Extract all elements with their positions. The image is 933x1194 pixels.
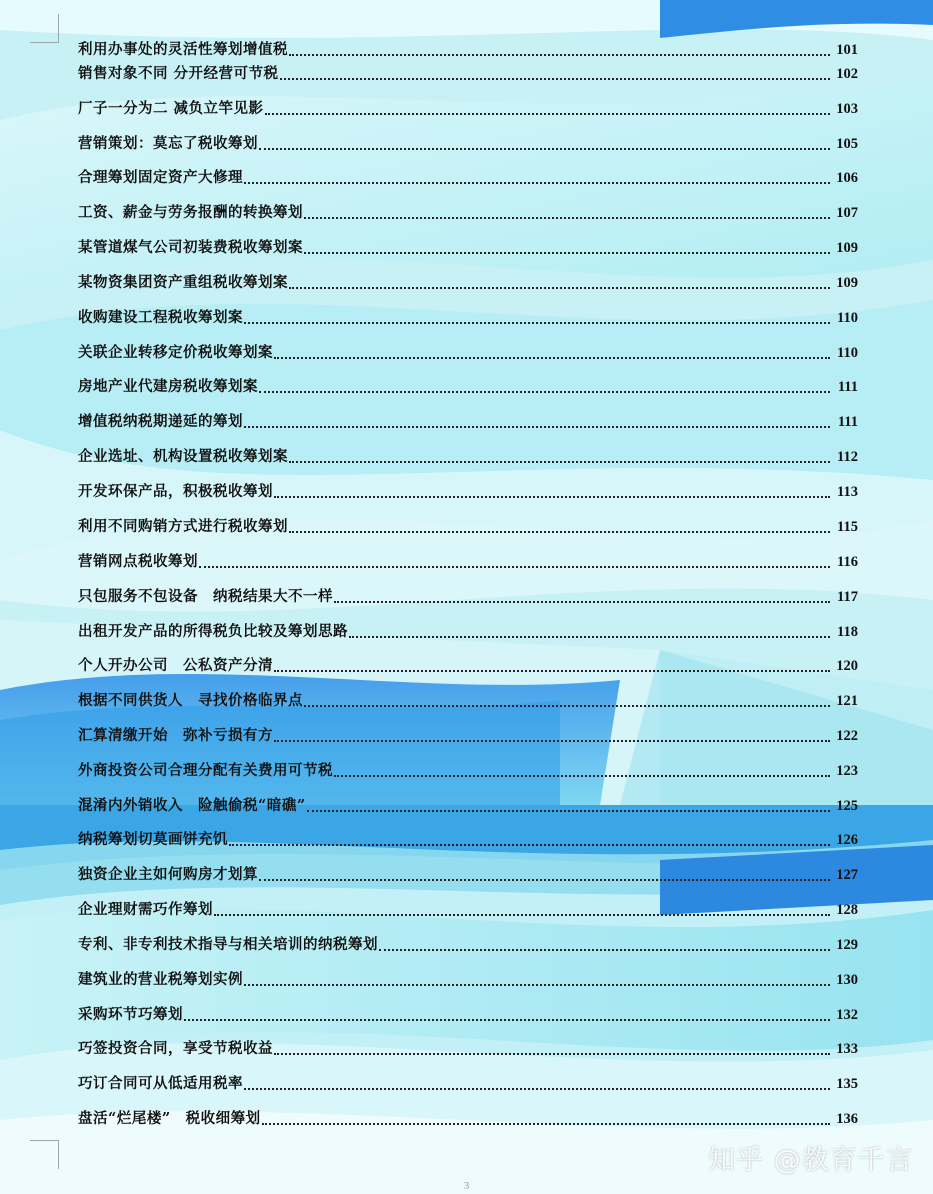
toc-dot-leader (349, 636, 830, 638)
toc-dot-leader (184, 1019, 830, 1021)
toc-entry-page-number: 105 (836, 136, 858, 152)
toc-entry[interactable] (78, 552, 858, 572)
toc-entry[interactable] (78, 761, 858, 781)
toc-entry-page-number: 118 (837, 624, 858, 640)
toc-dot-leader (244, 1088, 830, 1090)
toc-dot-leader (214, 914, 830, 916)
toc-dot-leader (244, 182, 830, 184)
toc-entry-title: 收购建设工程税收筹划案 (78, 309, 243, 326)
toc-entry-title: 工资、薪金与劳务报酬的转换筹划 (78, 204, 303, 221)
toc-entry[interactable] (78, 64, 858, 84)
toc-entry-title: 巧签投资合同，享受节税收益 (78, 1040, 273, 1057)
toc-dot-leader (274, 496, 830, 498)
toc-entry-page-number: 123 (836, 763, 858, 779)
page-corner-mark-top-left (30, 14, 59, 43)
toc-entry-title: 关联企业转移定价税收筹划案 (78, 344, 273, 361)
toc-entry-page-number: 109 (836, 275, 858, 291)
toc-entry-page-number: 110 (837, 310, 858, 326)
toc-entry[interactable] (78, 830, 858, 850)
toc-entry[interactable] (78, 865, 858, 885)
toc-dot-leader (307, 810, 830, 812)
toc-entry-page-number: 120 (836, 658, 858, 674)
toc-entry-title: 建筑业的营业税筹划实例 (78, 971, 243, 988)
toc-entry-title: 巧订合同可从低适用税率 (78, 1075, 243, 1092)
toc-dot-leader (244, 984, 830, 986)
toc-dot-leader (304, 705, 830, 707)
toc-entry-title: 盘活“烂尾楼” 税收细筹划 (78, 1110, 261, 1127)
toc-entry-page-number: 126 (836, 832, 858, 848)
toc-entry[interactable] (78, 238, 858, 258)
toc-entry-page-number: 136 (836, 1111, 858, 1127)
toc-entry-title: 利用不同购销方式进行税收筹划 (78, 518, 288, 535)
toc-entry-page-number: 117 (837, 589, 858, 605)
toc-entry-title: 合理筹划固定资产大修理 (78, 169, 243, 186)
toc-entry-title: 企业选址、机构设置税收筹划案 (78, 448, 288, 465)
toc-entry[interactable] (78, 482, 858, 502)
toc-entry-page-number: 130 (836, 972, 858, 988)
toc-entry-title: 销售对象不同 分开经营可节税 (78, 65, 279, 82)
toc-entry-title: 只包服务不包设备 纳税结果大不一样 (78, 588, 333, 605)
toc-entry-page-number: 101 (836, 42, 858, 58)
toc-dot-leader (304, 217, 830, 219)
toc-entry[interactable] (78, 656, 858, 676)
toc-dot-leader (379, 949, 830, 951)
toc-entry-page-number: 127 (836, 867, 858, 883)
toc-entry-title: 企业理财需巧作筹划 (78, 901, 213, 918)
toc-dot-leader (265, 113, 830, 115)
toc-entry-title: 营销网点税收筹划 (78, 553, 198, 570)
toc-entry-title: 增值税纳税期递延的筹划 (78, 413, 243, 430)
toc-entry-title: 采购环节巧筹划 (78, 1006, 183, 1023)
toc-entry-title: 外商投资公司合理分配有关费用可节税 (78, 762, 333, 779)
toc-entry-page-number: 132 (836, 1007, 858, 1023)
toc-entry[interactable] (78, 587, 858, 607)
toc-dot-leader (274, 1053, 830, 1055)
toc-entry-page-number: 109 (836, 240, 858, 256)
toc-dot-leader (199, 566, 830, 568)
toc-entry-title: 某管道煤气公司初装费税收筹划案 (78, 239, 303, 256)
toc-entry-title: 营销策划：莫忘了税收筹划 (78, 135, 258, 152)
toc-entry-title: 根据不同供货人 寻找价格临界点 (78, 692, 303, 709)
toc-dot-leader (334, 601, 830, 603)
toc-entry-title: 某物资集团资产重组税收筹划案 (78, 274, 288, 291)
toc-dot-leader (259, 148, 830, 150)
toc-entry[interactable] (78, 1005, 858, 1025)
toc-entry[interactable] (78, 134, 858, 154)
toc-dot-leader (280, 78, 830, 80)
toc-dot-leader (229, 844, 830, 846)
toc-entry-page-number: 103 (836, 101, 858, 117)
toc-entry-page-number: 133 (836, 1041, 858, 1057)
toc-dot-leader (274, 357, 830, 359)
toc-dot-leader (259, 391, 830, 393)
toc-dot-leader (244, 322, 830, 324)
toc-entry-page-number: 121 (836, 693, 858, 709)
toc-entry-page-number: 115 (837, 519, 858, 535)
toc-entry-page-number: 125 (836, 798, 858, 814)
toc-entry[interactable] (78, 622, 858, 642)
toc-entry[interactable] (78, 1074, 858, 1094)
toc-dot-leader (274, 670, 830, 672)
toc-entry[interactable] (78, 1039, 858, 1059)
toc-entry[interactable] (78, 40, 858, 60)
toc-entry[interactable] (78, 935, 858, 955)
toc-entry-page-number: 113 (837, 484, 858, 500)
toc-entry-title: 纳税筹划切莫画饼充饥 (78, 831, 228, 848)
toc-entry-page-number: 111 (837, 414, 858, 430)
toc-entry[interactable] (78, 343, 858, 363)
toc-dot-leader (334, 775, 830, 777)
toc-entry-title: 厂子一分为二 减负立竿见影 (78, 100, 264, 117)
toc-entry[interactable] (78, 273, 858, 293)
toc-entry[interactable] (78, 99, 858, 119)
toc-entry-page-number: 107 (836, 205, 858, 221)
toc-dot-leader (289, 531, 830, 533)
toc-entry[interactable] (78, 412, 858, 432)
toc-dot-leader (304, 252, 830, 254)
toc-entry-title: 专利、非专利技术指导与相关培训的纳税筹划 (78, 936, 378, 953)
toc-dot-leader (259, 879, 830, 881)
toc-entry[interactable] (78, 168, 858, 188)
toc-entry[interactable] (78, 970, 858, 990)
toc-entry-title: 汇算清缴开始 弥补亏损有方 (78, 727, 273, 744)
toc-entry-page-number: 112 (837, 449, 858, 465)
toc-entry-title: 混淆内外销收入 险触偷税“暗礁” (78, 797, 306, 814)
toc-entry[interactable] (78, 691, 858, 711)
toc-entry[interactable] (78, 796, 858, 816)
toc-entry-page-number: 110 (837, 345, 858, 361)
toc-entry[interactable] (78, 900, 858, 920)
watermark: 知乎 @教育千言 (708, 1145, 914, 1176)
toc-entry[interactable] (78, 203, 858, 223)
toc-dot-leader (274, 740, 830, 742)
toc-dot-leader (244, 426, 830, 428)
toc-entry-page-number: 135 (836, 1076, 858, 1092)
toc-entry-page-number: 102 (836, 66, 858, 82)
toc-entry-title: 开发环保产品，积极税收筹划 (78, 483, 273, 500)
toc-entry-title: 独资企业主如何购房才划算 (78, 866, 258, 883)
page-corner-mark-bottom-left (30, 1140, 59, 1169)
toc-entry[interactable] (78, 726, 858, 746)
toc-entry-page-number: 122 (836, 728, 858, 744)
toc-dot-leader (289, 287, 830, 289)
toc-entry-page-number: 106 (836, 170, 858, 186)
toc-entry-title: 房地产业代建房税收筹划案 (78, 378, 258, 395)
toc-entry[interactable] (78, 1109, 858, 1129)
toc-entry[interactable] (78, 377, 858, 397)
toc-dot-leader (289, 461, 830, 463)
toc-entry[interactable] (78, 308, 858, 328)
toc-entry-page-number: 129 (836, 937, 858, 953)
toc-dot-leader (262, 1123, 830, 1125)
toc-entry-title: 个人开办公司 公私资产分清 (78, 657, 273, 674)
toc-entry-page-number: 116 (837, 554, 858, 570)
toc-entry-page-number: 128 (836, 902, 858, 918)
toc-dot-leader (289, 54, 830, 56)
toc-entry[interactable] (78, 517, 858, 537)
page-number: 3 (463, 1180, 470, 1192)
toc-entry[interactable] (78, 447, 858, 467)
toc-entry-page-number: 111 (837, 379, 858, 395)
toc-entry-title: 利用办事处的灵活性筹划增值税 (78, 41, 288, 58)
toc-entry-title: 出租开发产品的所得税负比较及筹划思路 (78, 623, 348, 640)
